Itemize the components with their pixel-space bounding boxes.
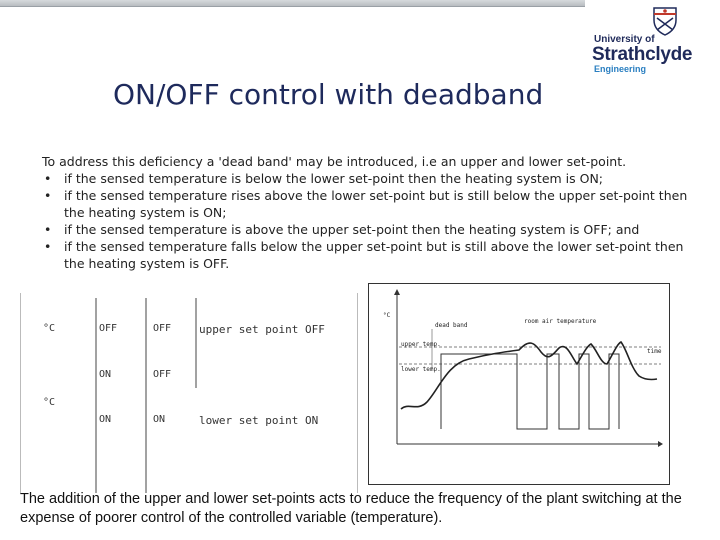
deadband-plot	[368, 283, 670, 485]
row2-cell2: OFF	[153, 369, 172, 380]
unit-label-bottom: °C	[43, 397, 56, 408]
unit-label-top: °C	[43, 323, 56, 334]
bullet-item	[42, 221, 707, 238]
row1-cell2: OFF	[153, 323, 172, 334]
row2-cell1: ON	[99, 369, 112, 380]
logo-department: Engineering	[594, 64, 647, 74]
header-bar-rule	[0, 6, 585, 7]
lower-temp-label: lower temp.	[401, 366, 441, 373]
setpoint-table-figure	[20, 293, 358, 493]
bullet-dot: •	[44, 239, 52, 254]
slide-title: ON/OFF control with deadband	[113, 78, 544, 111]
deadband-label: dead band	[435, 322, 468, 329]
logo-university-of: University of	[594, 34, 655, 45]
bullet-text: if the sensed temperature rises above the lower set-point but is still below the upper set-point then the heating system is ON;	[64, 188, 688, 220]
university-logo	[590, 6, 715, 76]
line-end-label: time	[647, 348, 662, 355]
bullet-list	[42, 170, 707, 272]
bullet-text: if the sensed temperature is above the upper set-point then the heating system is OFF; and	[64, 222, 640, 237]
intro-text: To address this deficiency a 'dead band' may be introduced, i.e an upper and lower set-point.	[42, 154, 627, 169]
crest-icon	[652, 6, 678, 36]
row3-cell2: ON	[153, 414, 166, 425]
row3-cell1: ON	[99, 414, 112, 425]
bullet-dot: •	[44, 222, 52, 237]
bullet-item	[42, 170, 707, 187]
bullet-text: if the sensed temperature falls below the upper set-point but is still above the lower set-point then the heating system is OFF.	[64, 239, 684, 271]
room-air-label: room air temperature	[524, 318, 597, 325]
bullet-dot: •	[44, 171, 52, 186]
bullet-text: if the sensed temperature is below the lower set-point then the heating system is ON;	[64, 171, 604, 186]
upper-temp-label: upper temp.	[401, 341, 441, 348]
y-axis-arrow	[394, 289, 400, 295]
deadband-plot-svg	[369, 284, 669, 484]
bullet-item	[42, 238, 707, 272]
row1-cell1: OFF	[99, 323, 118, 334]
bullet-item	[42, 187, 707, 221]
x-axis-arrow	[658, 441, 663, 447]
upper-setpoint-label: upper set point OFF	[199, 323, 325, 336]
lower-setpoint-label: lower set point ON	[199, 414, 319, 427]
heating-signal	[441, 354, 619, 429]
intro-block	[42, 153, 707, 272]
footer-text: The addition of the upper and lower set-points acts to reduce the frequency of the plant switching at the expense of poorer control of the controlled variable (temperature).	[20, 491, 682, 526]
bullet-dot: •	[44, 188, 52, 203]
logo-name: Strathclyde	[592, 44, 693, 65]
y-unit-label: °C	[383, 312, 391, 319]
